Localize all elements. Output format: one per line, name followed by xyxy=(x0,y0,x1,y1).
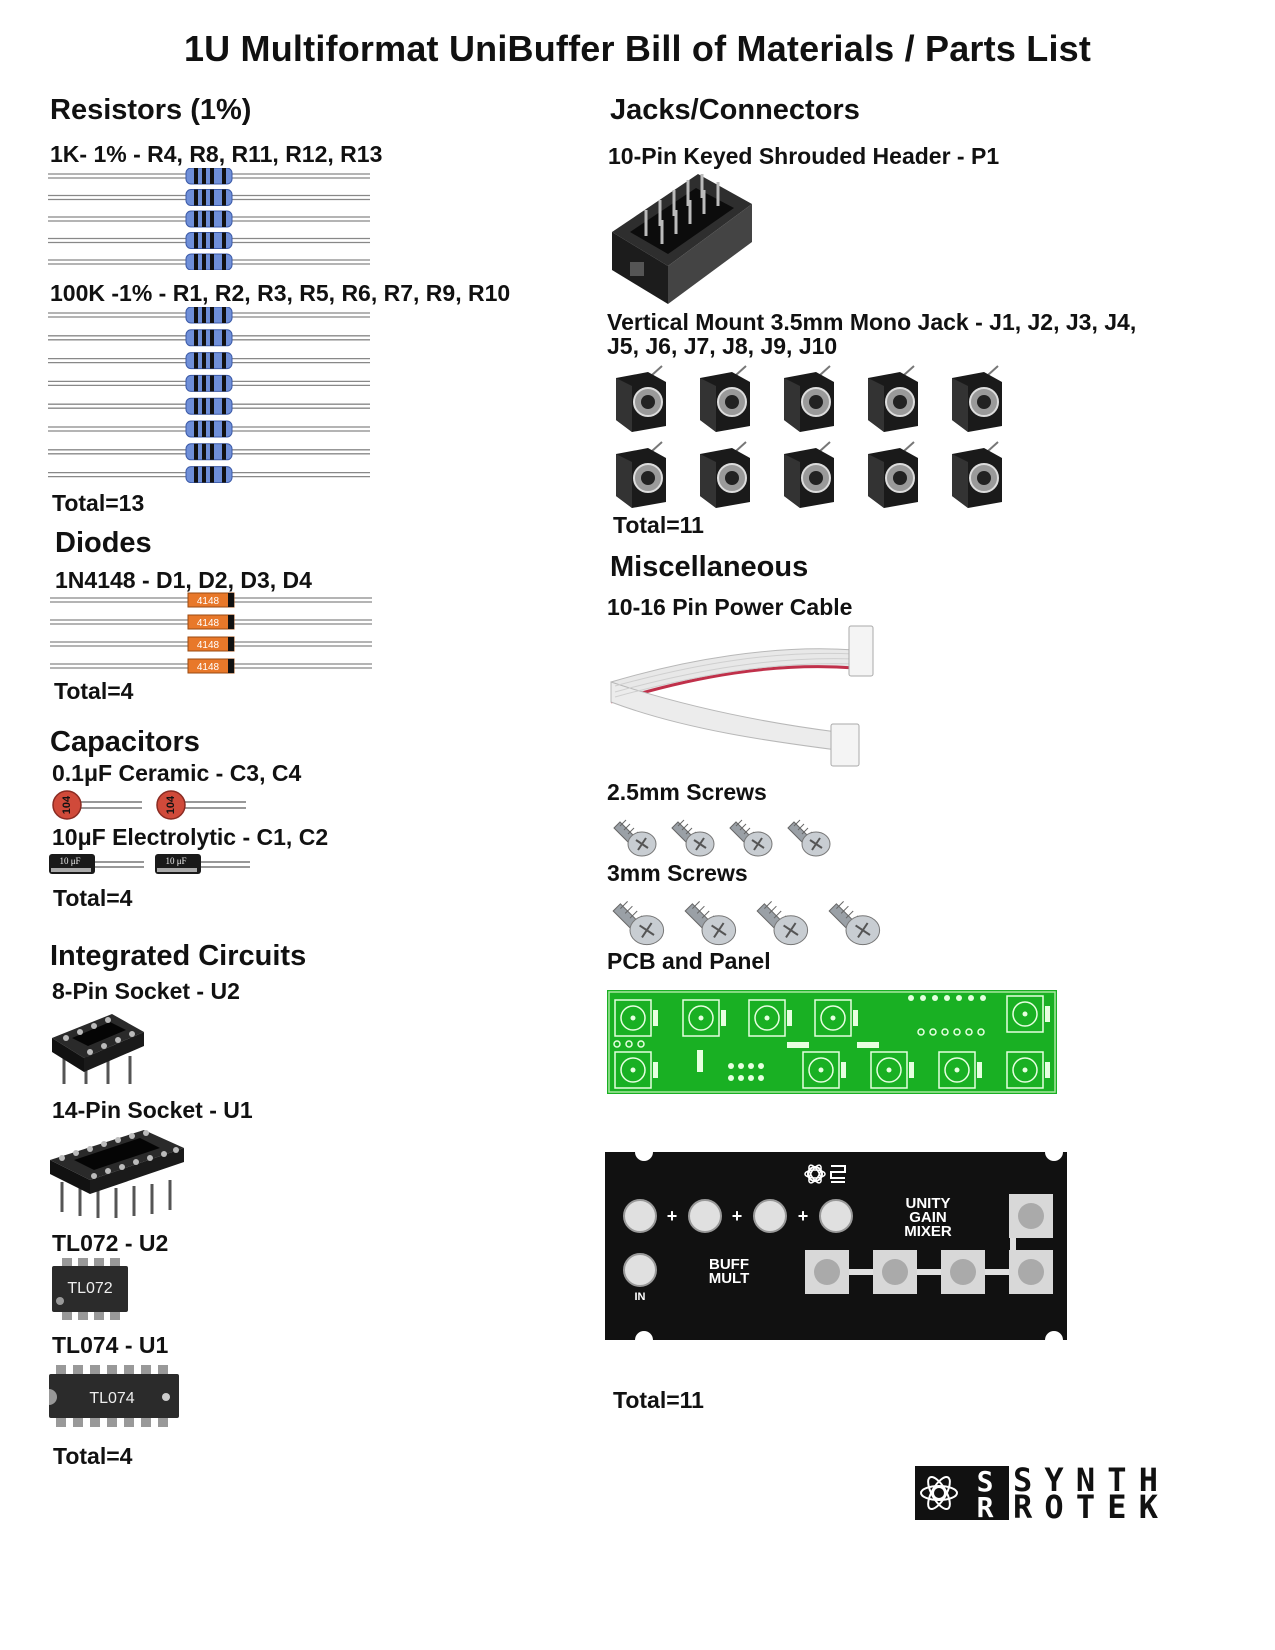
mono-jack-1 xyxy=(616,366,666,432)
misc-total: Total=11 xyxy=(613,1387,704,1413)
jack-label-line1: Vertical Mount 3.5mm Mono Jack - J1, J2, J3, J4, xyxy=(607,309,1137,335)
resistors-total: Total=13 xyxy=(52,490,145,516)
power-cable-image xyxy=(605,620,885,770)
socket14-image xyxy=(48,1126,188,1221)
resistors-heading: Resistors (1%) xyxy=(50,94,252,126)
ics-heading: Integrated Circuits xyxy=(50,940,307,972)
resistor-1k-4 xyxy=(48,233,370,249)
resistor-1k-1 xyxy=(48,168,370,184)
mono-jack-10 xyxy=(952,442,1002,508)
panel-plus-3: + xyxy=(797,1206,809,1226)
diode-1 xyxy=(50,593,372,607)
diode-4-marking: 4148 xyxy=(196,662,220,673)
synthrotek-logo xyxy=(913,1464,1163,1522)
resistor-100k-group xyxy=(48,307,373,483)
cable-label: 10-16 Pin Power Cable xyxy=(607,594,853,620)
mono-jack-6 xyxy=(616,442,666,508)
logo-text-bottom: ROTEK xyxy=(1013,1488,1158,1522)
diode-1-marking: 4148 xyxy=(196,596,220,607)
diode-2-marking: 4148 xyxy=(196,618,220,629)
screw-2-5mm-3 xyxy=(730,820,772,856)
diode-3-marking: 4148 xyxy=(196,640,220,651)
diode-label: 1N4148 - D1, D2, D3, D4 xyxy=(55,567,312,593)
resistor-100k-6 xyxy=(48,421,370,437)
ceramic-cap-label: 0.1μF Ceramic - C3, C4 xyxy=(52,760,302,786)
diode-group xyxy=(50,591,375,675)
mono-jack-4 xyxy=(868,366,918,432)
ceramic-cap-2 xyxy=(154,789,254,821)
screws3-group xyxy=(606,887,896,949)
screw-3mm-1 xyxy=(613,901,663,944)
misc-heading: Miscellaneous xyxy=(610,551,809,583)
pcb-label: PCB and Panel xyxy=(607,948,771,974)
ics-total: Total=4 xyxy=(53,1443,133,1469)
svg-text:R: R xyxy=(976,1491,994,1522)
mono-jack-8 xyxy=(784,442,834,508)
jack-label-line2: J5, J6, J7, J8, J9, J10 xyxy=(607,333,838,359)
resistor-1k-group xyxy=(48,168,373,270)
tl074-marking: TL074 xyxy=(89,1390,135,1407)
screw-3mm-2 xyxy=(685,901,735,944)
resistor-100k-5 xyxy=(48,398,370,414)
screws25-label: 2.5mm Screws xyxy=(607,779,767,805)
resistor-100k-2 xyxy=(48,330,370,346)
header-label: 10-Pin Keyed Shrouded Header - P1 xyxy=(608,143,1000,169)
resistor-1k-2 xyxy=(48,190,370,206)
mono-jack-3 xyxy=(784,366,834,432)
screw-2-5mm-4 xyxy=(788,820,830,856)
logo-text-top: SYNTH xyxy=(1013,1464,1158,1499)
capacitors-total: Total=4 xyxy=(53,885,133,911)
screws3-label: 3mm Screws xyxy=(607,860,748,886)
jacks-heading: Jacks/Connectors xyxy=(610,94,860,126)
panel-buff-text-1: BUFF xyxy=(709,1256,749,1273)
resistor-100k-4 xyxy=(48,375,370,391)
mono-jack-9 xyxy=(868,442,918,508)
panel-mixer-text-2: GAIN xyxy=(909,1209,947,1226)
socket8-label: 8-Pin Socket - U2 xyxy=(52,978,240,1004)
ceramic-cap-1 xyxy=(50,789,150,821)
mono-jack-7 xyxy=(700,442,750,508)
electrolytic-cap-1-marking: 10 μF xyxy=(59,856,81,866)
mono-jack-5 xyxy=(952,366,1002,432)
diodes-total: Total=4 xyxy=(54,678,134,704)
mono-jack-2 xyxy=(700,366,750,432)
resistor-100k-label: 100K -1% - R1, R2, R3, R5, R6, R7, R9, R10 xyxy=(50,280,511,306)
panel-buff-text-2: MULT xyxy=(708,1270,750,1287)
socket14-label: 14-Pin Socket - U1 xyxy=(52,1097,253,1123)
capacitors-heading: Capacitors xyxy=(50,726,200,758)
resistor-1k-5 xyxy=(48,254,370,270)
tl074-chip xyxy=(48,1365,180,1427)
diode-4 xyxy=(50,659,372,673)
panel-plus-2: + xyxy=(731,1206,743,1226)
resistor-1k-3 xyxy=(48,211,370,227)
resistor-100k-1 xyxy=(48,307,370,323)
pcb-image xyxy=(607,990,1057,1094)
shrouded-header-image xyxy=(608,170,758,310)
panel-mixer-text-1: UNITY xyxy=(905,1195,951,1212)
ceramic-cap-1-marking: 104 xyxy=(60,795,73,815)
screw-2-5mm-1 xyxy=(614,820,656,856)
socket8-image xyxy=(48,1008,148,1088)
jack-grid xyxy=(610,362,1030,512)
electrolytic-cap-2-marking: 10 μF xyxy=(165,856,187,866)
ceramic-cap-2-marking: 104 xyxy=(164,795,177,815)
jacks-total: Total=11 xyxy=(613,512,704,538)
resistor-100k-3 xyxy=(48,353,370,369)
diode-2 xyxy=(50,615,372,629)
resistor-100k-8 xyxy=(48,467,370,483)
electrolytic-cap-label: 10μF Electrolytic - C1, C2 xyxy=(52,824,329,850)
electrolytic-cap-2 xyxy=(154,852,254,876)
tl072-chip xyxy=(50,1258,130,1320)
electrolytic-cap-1 xyxy=(48,852,148,876)
screw-3mm-4 xyxy=(829,901,879,944)
screw-3mm-3 xyxy=(757,901,807,944)
page-title: 1U Multiformat UniBuffer Bill of Materials / Parts List xyxy=(183,28,1092,69)
tl072-marking: TL072 xyxy=(67,1280,113,1297)
tl074-label: TL074 - U1 xyxy=(52,1332,169,1358)
screws25-group xyxy=(608,806,848,861)
panel-mixer-text-3: MIXER xyxy=(904,1223,952,1240)
tl072-label: TL072 - U2 xyxy=(52,1230,169,1256)
svg-text:S: S xyxy=(976,1465,994,1498)
front-panel xyxy=(605,1152,1067,1340)
resistor-100k-7 xyxy=(48,444,370,460)
diodes-heading: Diodes xyxy=(55,527,152,559)
panel-in-text: IN xyxy=(634,1291,646,1303)
resistor-1k-label: 1K- 1% - R4, R8, R11, R12, R13 xyxy=(50,141,383,167)
panel-plus-1: + xyxy=(666,1206,678,1226)
diode-3 xyxy=(50,637,372,651)
screw-2-5mm-2 xyxy=(672,820,714,856)
